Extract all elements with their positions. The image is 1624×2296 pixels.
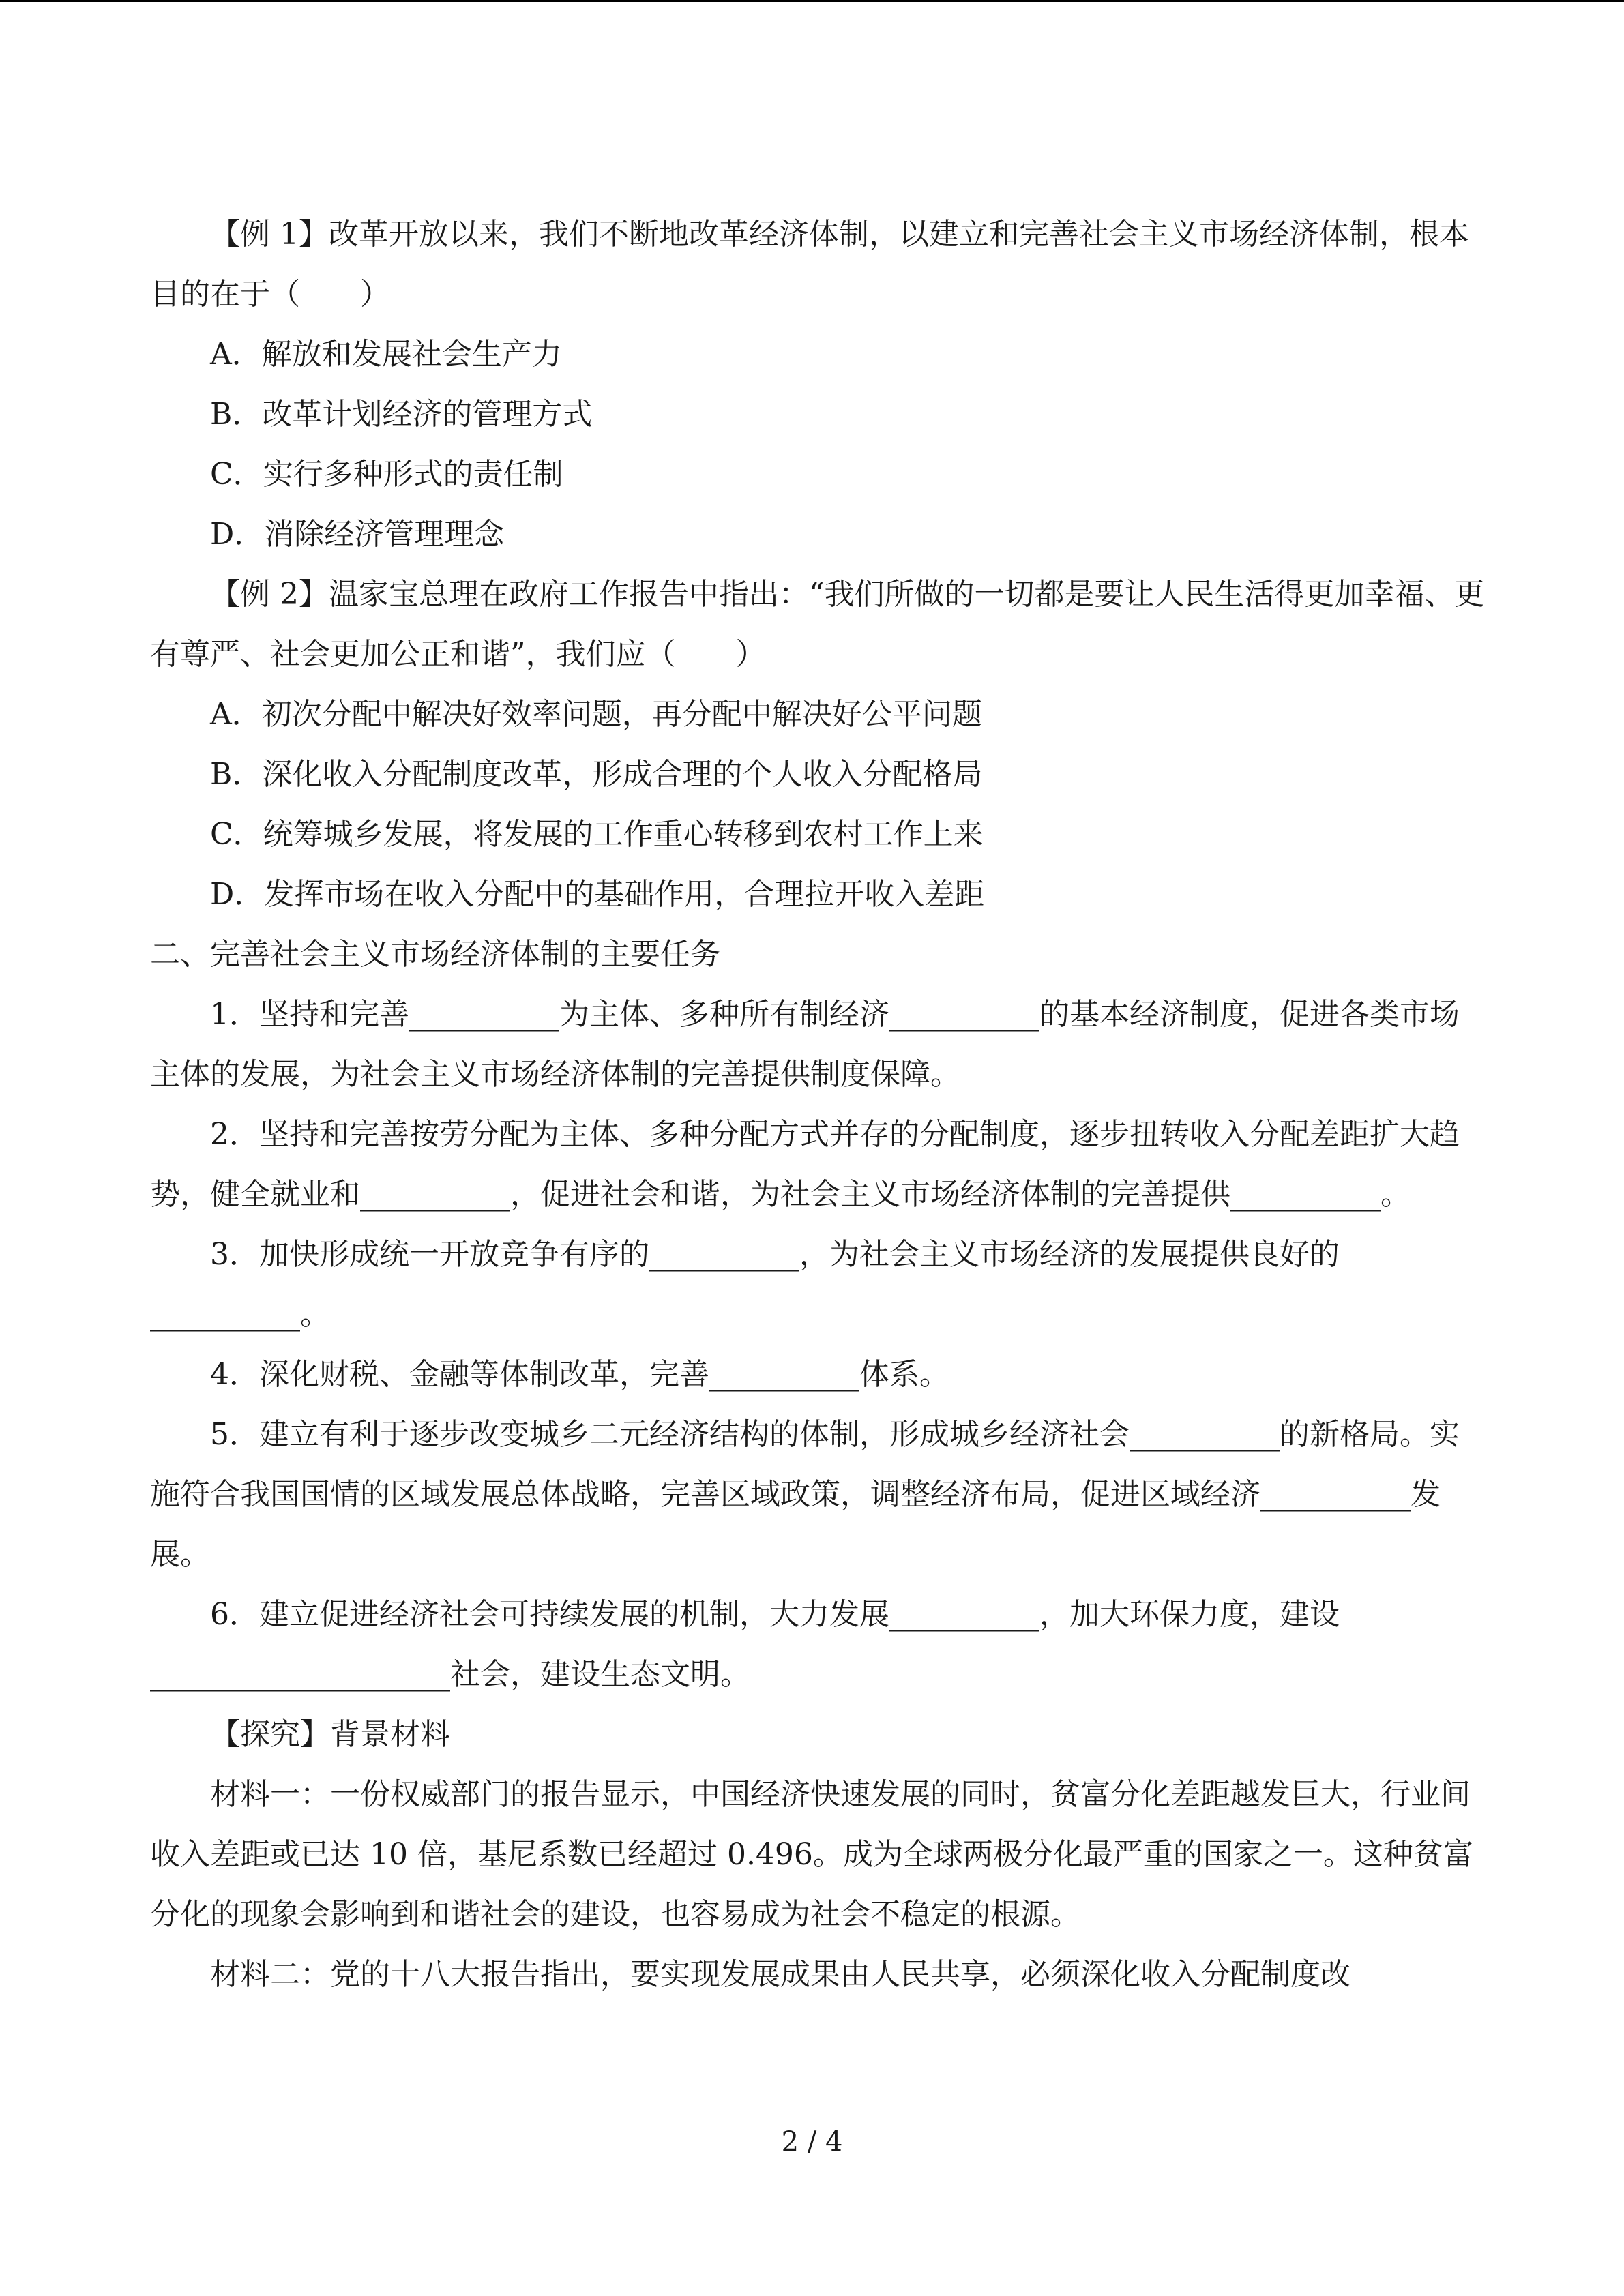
example1-option-c: C．实行多种形式的责任制 bbox=[210, 457, 563, 492]
example1-option-b: B．改革计划经济的管理方式 bbox=[210, 397, 593, 432]
explore-title: 【探究】背景材料 bbox=[210, 1717, 450, 1752]
page-top-border bbox=[0, 0, 1624, 2]
example2-option-c: C．统筹城乡发展，将发展的工作重心转移到农村工作上来 bbox=[210, 817, 984, 852]
example2-option-b: B．深化收入分配制度改革，形成合理的个人收入分配格局 bbox=[210, 757, 983, 792]
example1-option-a: A．解放和发展社会生产力 bbox=[210, 337, 562, 372]
example2-option-a: A．初次分配中解决好效率问题，再分配中解决好公平问题 bbox=[210, 697, 982, 732]
task-item-5: 5．建立有利于逐步改变城乡二元经济结构的体制，形成城乡经济社会__________的新格局。实施符合我国国情的区域发展总体战略，完善区域政策，调整经济布局，促进区域经济__________发展。 bbox=[150, 1417, 1460, 1572]
document-body bbox=[150, 205, 1487, 2005]
section2-heading: 二、完善社会主义市场经济体制的主要任务 bbox=[150, 937, 720, 972]
example1-stem: 【例 1】改革开放以来，我们不断地改革经济体制，以建立和完善社会主义市场经济体制，根本目的在于（ ） bbox=[150, 217, 1469, 312]
task-item-6: 6．建立促进经济社会可持续发展的机制，大力发展__________，加大环保力度，建设____________________社会，建设生态文明。 bbox=[150, 1597, 1340, 1692]
task-item-2: 2．坚持和完善按劳分配为主体、多种分配方式并存的分配制度，逐步扭转收入分配差距扩大趋势，健全就业和__________，促进社会和谐，为社会主义市场经济体制的完善提供__________。 bbox=[150, 1117, 1460, 1212]
example2-option-d: D．发挥市场在收入分配中的基础作用，合理拉开收入差距 bbox=[210, 877, 985, 912]
material-1: 材料一：一份权威部门的报告显示，中国经济快速发展的同时，贫富分化差距越发巨大，行业间收入差距或已达 10 倍，基尼系数已经超过 0.496。成为全球两极分化最严重的国家之一。这种贫富分化的现象会影响到和谐社会的建设，也容易成为社会不稳定的根源。 bbox=[150, 1777, 1473, 1932]
task-item-1: 1．坚持和完善__________为主体、多种所有制经济__________的基本经济制度，促进各类市场主体的发展，为社会主义市场经济体制的完善提供制度保障。 bbox=[150, 997, 1460, 1092]
example2-stem: 【例 2】温家宝总理在政府工作报告中指出：“我们所做的一切都是要让人民生活得更加幸福、更有尊严、社会更加公正和谐”，我们应（ ） bbox=[150, 577, 1485, 672]
example1-option-d: D．消除经济管理理念 bbox=[210, 517, 505, 552]
task-item-3: 3．加快形成统一开放竞争有序的__________，为社会主义市场经济的发展提供良好的__________。 bbox=[150, 1237, 1340, 1332]
task-item-4: 4．深化财税、金融等体制改革，完善__________体系。 bbox=[210, 1357, 949, 1392]
material-2: 材料二：党的十八大报告指出，要实现发展成果由人民共享，必须深化收入分配制度改 bbox=[210, 1957, 1350, 1992]
page-number: 2 / 4 bbox=[781, 2126, 843, 2158]
